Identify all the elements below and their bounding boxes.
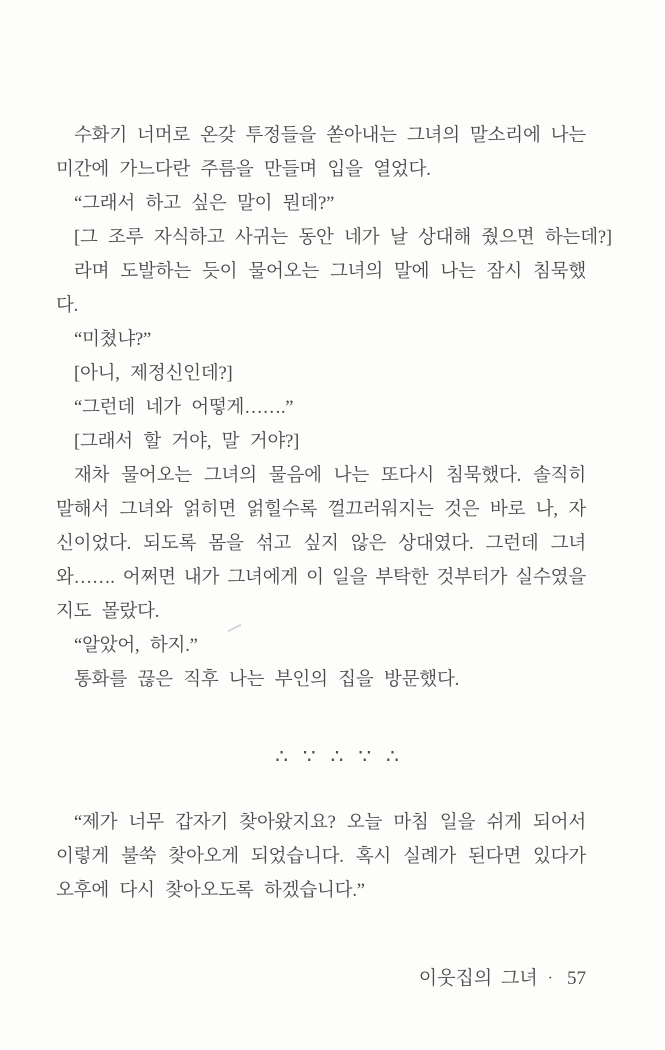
page-number: 57: [567, 968, 586, 989]
text-line: 오후에 다시 찾아오도록 하겠습니다.”: [56, 881, 365, 901]
text-line: 재차 물어오는 그녀의 물음에 나는 또다시 침묵했다. 솔직히: [74, 466, 586, 486]
book-title: 이웃집의 그녀: [418, 968, 538, 989]
text-line: 다.: [56, 296, 79, 316]
text-line: 와……. 어쩌면 내가 그녀에게 이 일을 부탁한 것부터가 실수였을: [56, 568, 586, 588]
text-line: “제가 너무 갑자기 찾아왔지요? 오늘 마침 일을 쉬게 되어서: [74, 813, 586, 833]
text-line: 라며 도발하는 듯이 물어오는 그녀의 말에 나는 잠시 침묵했: [74, 262, 586, 282]
text-line: “알았어, 하지.”: [74, 636, 198, 656]
paragraph-block-1: [56, 119, 612, 697]
text-line: 통화를 끊은 직후 나는 부인의 집을 방문했다.: [74, 670, 460, 690]
paragraph-block-2: [56, 806, 586, 908]
text-line: “그래서 하고 싶은 말이 뭔데?”: [74, 194, 335, 214]
text-line: [아니, 제정신인데?]: [74, 364, 233, 384]
text-line: “미쳤냐?”: [74, 330, 152, 350]
text-line: 신이었다. 되도록 몸을 섞고 싶지 않은 상대였다. 그런데 그녀: [56, 534, 586, 554]
text-line: 미간에 가느다란 주름을 만들며 입을 열었다.: [56, 160, 431, 180]
text-line: “그런데 네가 어떻게…….”: [74, 398, 294, 418]
text-line: [그래서 할 거야, 말 거야?]: [74, 432, 300, 452]
text-line: 수화기 너머로 온갖 투정들을 쏟아내는 그녀의 말소리에 나는: [74, 126, 586, 146]
text-line: 이렇게 불쑥 찾아오게 되었습니다. 혹시 실례가 된다면 있다가: [56, 847, 586, 867]
page-footer: [419, 965, 586, 993]
scene-divider: ∴ ∵ ∴ ∵ ∴: [275, 746, 399, 768]
text-line: 말해서 그녀와 얽히면 얽힐수록 껄끄러워지는 것은 바로 나, 자: [56, 500, 586, 520]
footer-bullet: ·: [547, 970, 553, 987]
text-line: [그 조루 자식하고 사귀는 동안 네가 날 상대해 줬으면 하는데?]: [74, 228, 612, 248]
text-line: 지도 몰랐다.: [56, 602, 160, 622]
